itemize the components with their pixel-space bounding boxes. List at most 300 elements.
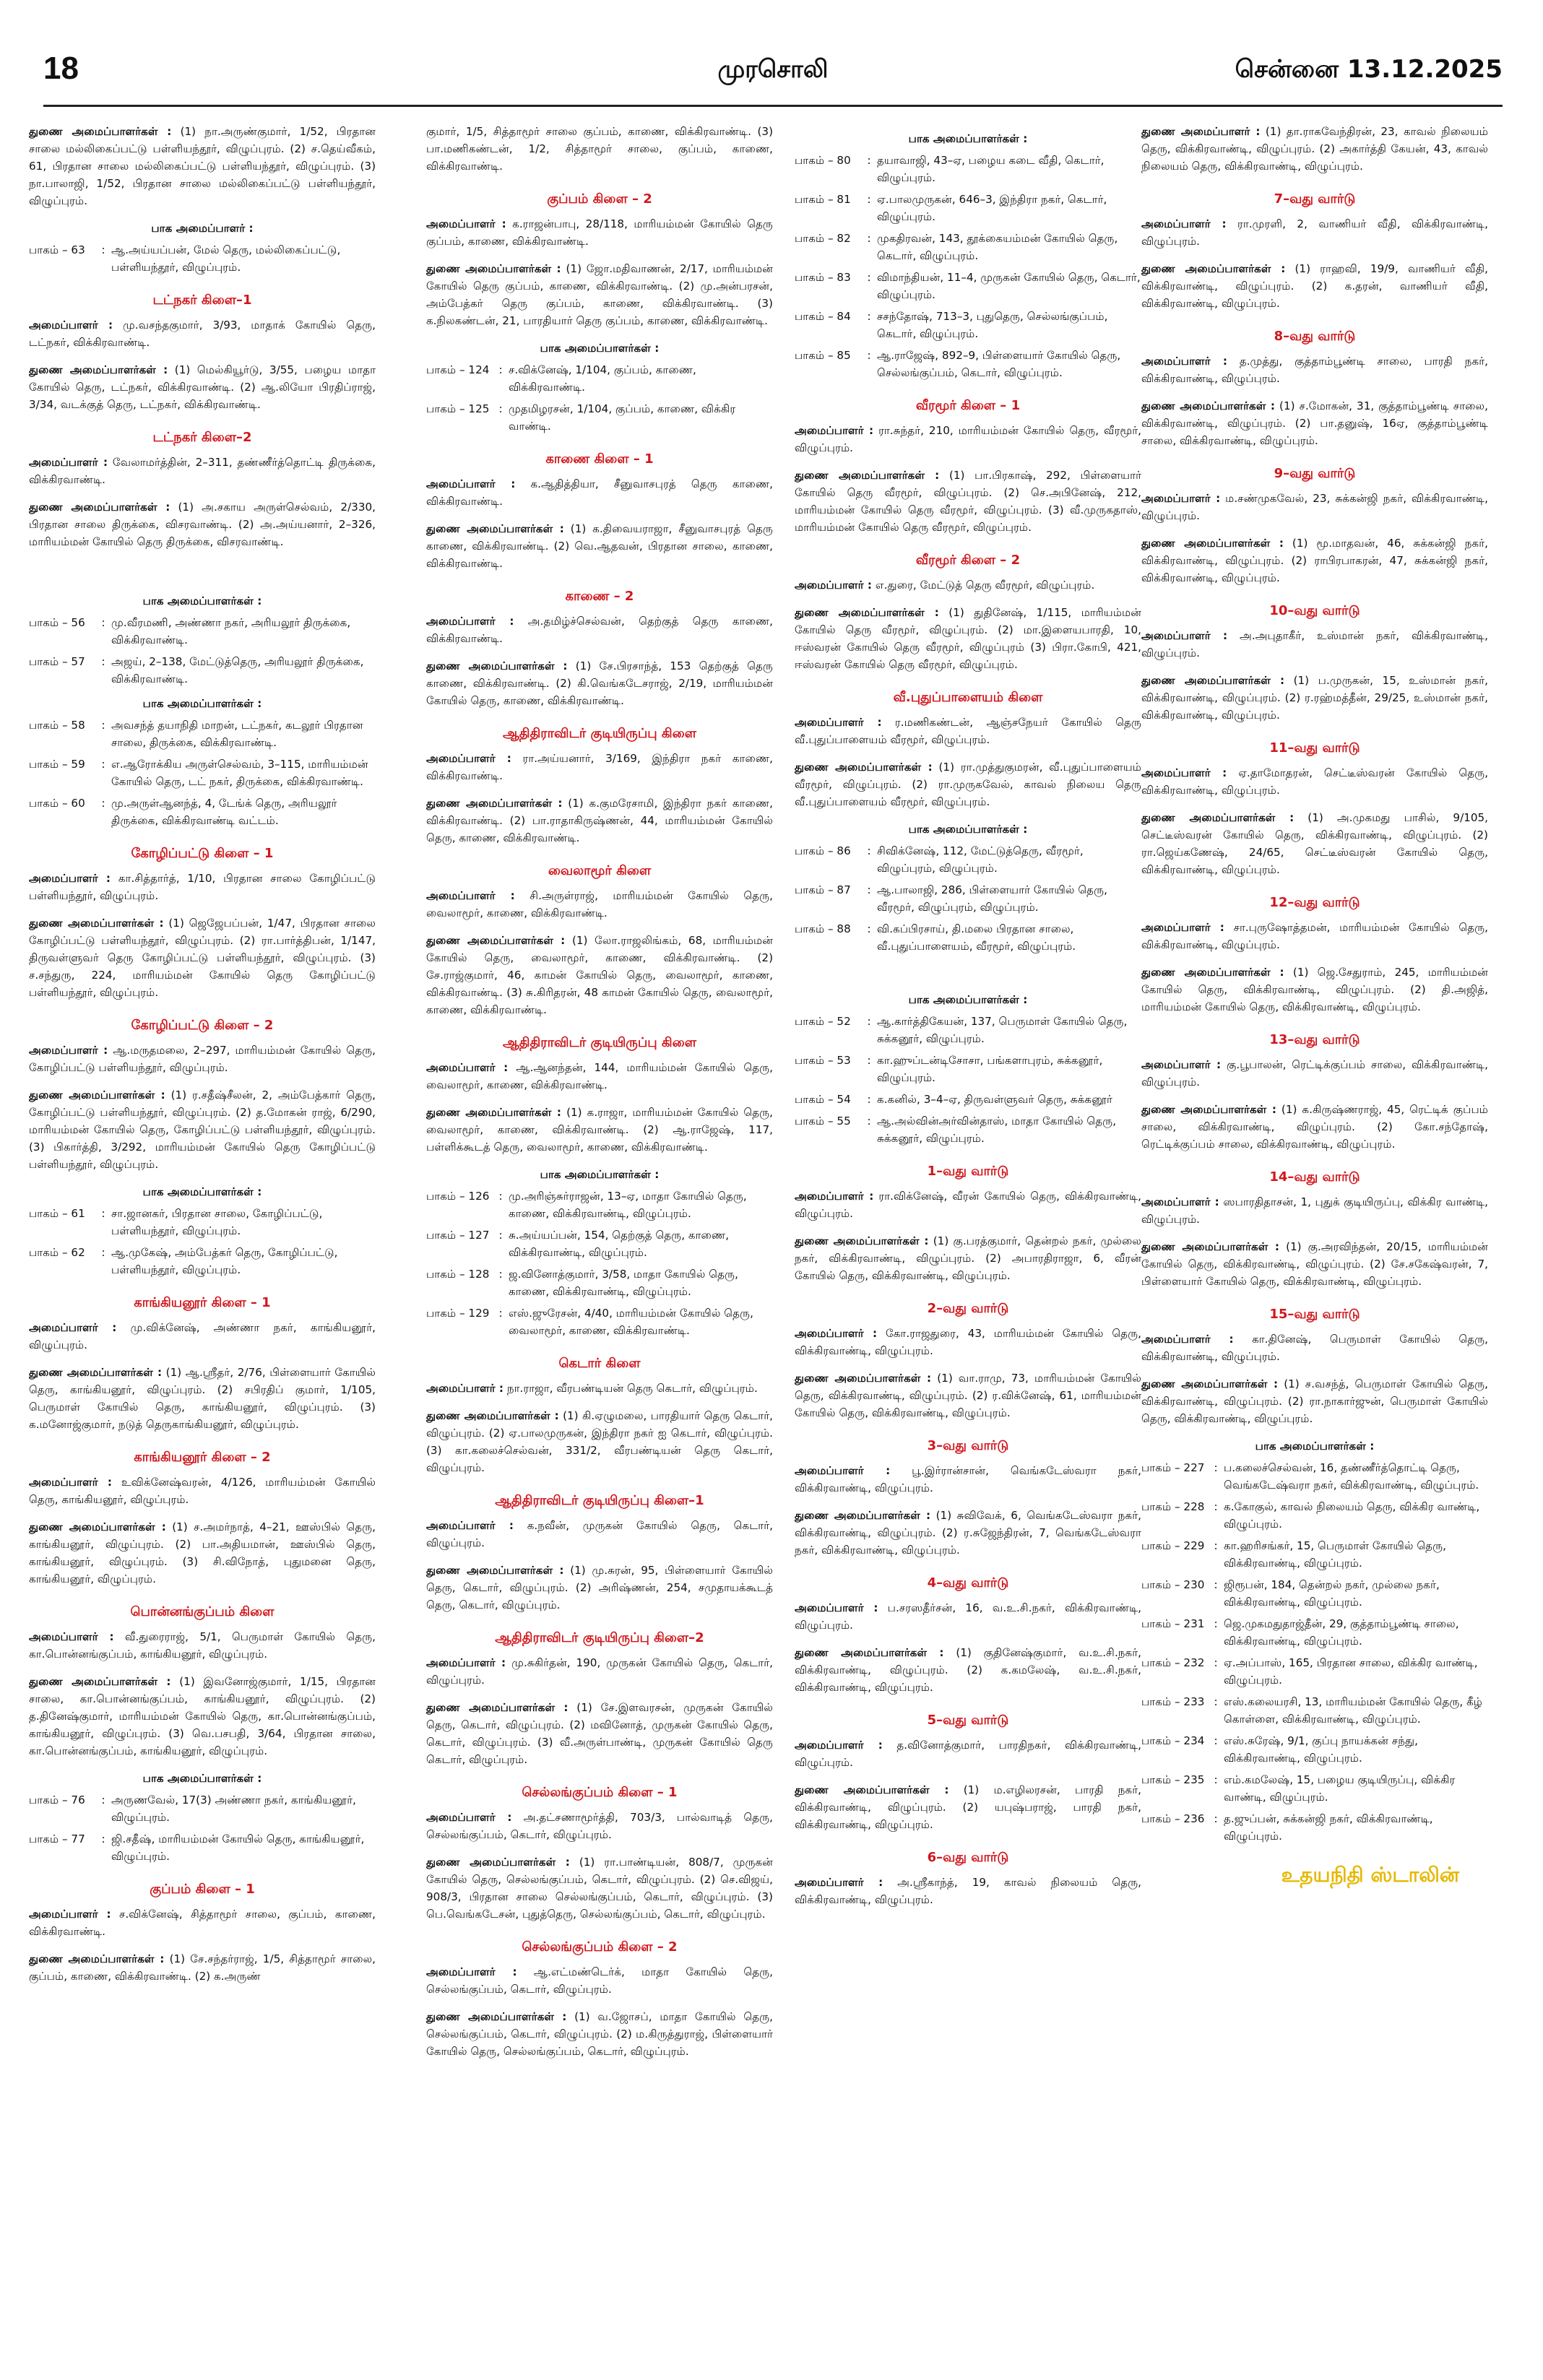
member-entry <box>795 1462 1141 1497</box>
role-label: அமைப்பாளர் : <box>426 1519 514 1532</box>
member-entry <box>426 887 773 922</box>
role-label: துணை அமைப்பாளர்கள் : <box>426 1409 559 1422</box>
member-entry <box>426 795 773 847</box>
member-entry <box>795 467 1141 536</box>
member-entry <box>1141 1330 1488 1365</box>
member-details: (1) ச.வசந்த், பெருமாள் கோயில் தெரு, விக்கிரவாண்டி, விழுப்புரம். (2) ரா.நாகார்ஜுன், பெருமாள் கோயில் தெரு, விக்கிரவாண்டி, விழுப்புரம். <box>1141 1377 1488 1425</box>
spacer <box>795 959 1141 984</box>
branch-heading: கோழிப்பட்டு கிளை – 1 <box>131 846 274 861</box>
member-entry <box>1141 1193 1488 1228</box>
colon-separator: : <box>1214 1500 1218 1513</box>
member-entry <box>1141 397 1488 449</box>
role-label: துணை அமைப்பாளர்கள் : <box>29 363 168 376</box>
colon-separator: : <box>498 1307 503 1320</box>
member-details: (1) மு.சுரன், 95, பிள்ளையார் கோயில் தெரு, கெடார், விழுப்புரம். (2) அரிஷ்ணன், 254, சமுதாயக்கூடத் தெரு, கெடார், விழுப்புரம். <box>426 1564 773 1611</box>
member-details: (1) ஜோ.மதிவாணன், 2/17, மாரியம்மன் கோயில் தெரு குப்பம், காணை, விக்கிரவாண்டி. (2) மு.அன்பரசன், அம்பேத்கர் தெரு குப்பம், காணை, விக்கிரவாண்டி. (3) க.நிலகண்டன், 21, பாரதியார் தெரு குப்பம், காணை, விக்கிரவாண்டி. <box>426 262 773 327</box>
booth-number: பாகம் – 80 <box>795 154 851 167</box>
booth-number: பாகம் – 128 <box>426 1268 490 1281</box>
booth-organizer: தயாவாஜி, 43–ஏ, பழைய கடை வீதி, கெடார், விழுப்புரம். <box>877 154 1105 184</box>
role-label: அமைப்பாளர் : <box>1141 217 1227 230</box>
member-entry <box>426 1699 773 1768</box>
booth-number: பாகம் – 87 <box>795 883 851 896</box>
member-entry <box>426 1963 773 1998</box>
section-subheading: பாக அமைப்பாளர்கள் : <box>540 342 660 355</box>
member-entry <box>29 498 376 550</box>
role-label: துணை அமைப்பாளர்கள் : <box>29 1675 171 1688</box>
booth-organizer: எஸ்.சுரேஷ், 9/1, குப்பு நாயக்கன் சந்து, விக்கிரவாண்டி, விழுப்புரம். <box>1224 1734 1418 1765</box>
member-entry <box>1141 535 1488 587</box>
booth-number: பாகம் – 230 <box>1141 1578 1205 1591</box>
member-entry <box>29 1474 376 1508</box>
member-entry <box>795 758 1141 810</box>
member-details: (1) அ.சகாய அருள்செல்வம், 2/330, பிரதான சாலை திருக்கை, விசரவாண்டி. (2) அ.அய்யனார், 2–326, மாரியம்மன் கோயில் தெரு திருக்கை, விசரவாண்டி. <box>29 501 376 548</box>
member-details: ரா.முரளி, 2, வாணியர் வீதி, விக்கிரவாண்டி, விழுப்புரம். <box>1141 217 1488 248</box>
role-label: அமைப்பாளர் : <box>795 1190 874 1203</box>
branch-heading: காணை – 2 <box>565 589 634 604</box>
branch-heading: கோழிப்பட்டு கிளை – 2 <box>131 1018 274 1033</box>
colon-separator: : <box>101 243 105 256</box>
booth-number: பாகம் – 58 <box>29 719 85 732</box>
role-label: துணை அமைப்பாளர் : <box>1141 125 1261 138</box>
column-2 <box>426 123 773 2347</box>
colon-separator: : <box>1214 1812 1218 1825</box>
booth-organizer: ப.கலைச்செல்வன், 16, தண்ணீர்த்தொட்டி தெரு, வெங்கடேஷ்வரா நகர், விக்கிரவாண்டி, விழுப்புரம். <box>1224 1461 1479 1492</box>
member-entry <box>29 1042 376 1076</box>
member-entry <box>1141 1238 1488 1290</box>
branch-heading: ஆதிதிராவிடர் குடியிருப்பு கிளை–2 <box>495 1630 704 1645</box>
colon-separator: : <box>867 154 871 167</box>
member-entry <box>29 1905 376 1940</box>
role-label: அமைப்பாளர் : <box>795 579 873 592</box>
colon-separator: : <box>867 349 871 362</box>
booth-row <box>795 1013 1141 1047</box>
member-details: (1) ப.முருகன், 15, உஸ்மான் நகர், விக்கிரவாண்டி, விழுப்புரம். (2) ர.ரஹ்மத்தீன், 29/25, உஸ்மான் நகர், விக்கிரவாண்டி, விழுப்புரம். <box>1141 674 1488 722</box>
member-details: (1) ச.மோகன், 31, குத்தாம்பூண்டி சாலை, விக்கிரவாண்டி, விழுப்புரம். (2) பா.தனுஷ், 16ஏ, குத்தாம்பூண்டி சாலை, விக்கிரவாண்டி, விழுப்புரம். <box>1141 399 1488 447</box>
booth-organizer: மு.அருள்ஆனந்த், 4, டேங்க் தெரு, அரியலூர் திருக்கை, விக்கிரவாண்டி வட்டம். <box>111 797 337 827</box>
member-entry <box>29 1518 376 1588</box>
member-details: ரா.அய்யனார், 3/169, இந்திரா நகர் காணை, விக்கிரவாண்டி. <box>426 752 773 782</box>
member-details: ர.மணிகண்டன், ஆஞ்சநேயர் கோயில் தெரு வீ.புதுப்பாளையம் வீரமூர், விழுப்புரம். <box>795 716 1141 746</box>
member-details: (1) தா.ராகவேந்திரன், 23, காவல் நிலையம் தெரு, விக்கிரவாண்டி, விழுப்புரம். (2) அகார்த்தி கேயன், 43, காவல் நிலையம் தெரு, விக்கிரவாண்டி, விழுப்புரம். <box>1141 125 1488 173</box>
member-entry <box>29 316 376 351</box>
member-entry <box>1141 1375 1488 1427</box>
colon-separator: : <box>867 1093 871 1106</box>
member-details: (1) கு.பரத்குமார், தென்றல் நகர், முல்லை நகர், விக்கிரவாண்டி, விழுப்புரம். (2) அபாரதிராஜா, 6, வீரன் கோயில் தெரு, விக்கிரவாண்டி, விழுப்புரம். <box>795 1234 1141 1282</box>
booth-row <box>795 881 1141 916</box>
booth-number: பாகம் – 126 <box>426 1190 490 1203</box>
booth-row <box>29 241 376 276</box>
booth-row <box>795 191 1141 225</box>
role-label: துணை அமைப்பாளர்கள் : <box>1141 399 1275 412</box>
member-details: கு.பூபாலன், ரெட்டிக்குப்பம் சாலை, விக்கிரவாண்டி, விழுப்புரம். <box>1141 1058 1488 1089</box>
role-label: துணை அமைப்பாளர்கள் : <box>29 917 164 930</box>
newspaper-name: முரசொலி <box>717 55 829 84</box>
branch-heading: 1–வது வார்டு <box>927 1164 1009 1179</box>
branch-heading: காங்கியனூர் கிளை – 2 <box>134 1450 271 1465</box>
member-details: ஆ.மருதமலை, 2–297, மாரியம்மன் கோயில் தெரு, கோழிப்பட்டு பள்ளியந்தூர், விழுப்புரம். <box>29 1044 376 1074</box>
member-entry <box>795 1232 1141 1284</box>
colon-separator: : <box>498 1229 503 1242</box>
colon-separator: : <box>498 1190 503 1203</box>
member-details: ப.சரஸதீர்சன், 16, வ.உ.சி.நகர், விக்கிரவாண்டி, விழுப்புரம். <box>795 1601 1141 1632</box>
booth-row <box>1141 1537 1488 1572</box>
colon-separator: : <box>1214 1656 1218 1669</box>
role-label: துணை அமைப்பாளர்கள் : <box>1141 1377 1279 1390</box>
booth-row <box>29 1791 376 1826</box>
column-1 <box>29 123 376 2347</box>
booth-row <box>426 1265 773 1300</box>
member-entry <box>795 1874 1141 1908</box>
member-details: (1) ரா.முத்துகுமரன், வீ.புதுப்பாளையம் வீரமூர், விழுப்புரம். (2) ரா.முருகவேல், காவல் நிலைய தெரு வீ.புதுப்பாளையம் வீரமூர், விழுப்புரம். <box>795 761 1141 808</box>
member-entry <box>795 1644 1141 1696</box>
role-label: அமைப்பாளர் : <box>29 1044 108 1057</box>
booth-row <box>426 1187 773 1222</box>
role-label: அமைப்பாளர் : <box>426 1382 504 1395</box>
booth-row <box>795 152 1141 186</box>
role-label: துணை அமைப்பாளர்கள் : <box>1141 1240 1280 1253</box>
role-label: துணை அமைப்பாளர்கள் : <box>795 1509 931 1522</box>
role-label: துணை அமைப்பாளர்கள் : <box>795 1783 949 1796</box>
member-details: (1) சே.பிரசாந்த், 153 தெற்குத் தெரு காணை, விக்கிரவாண்டி. (2) கி.வெங்கடேசராஜ், 2/19, மாரியம்மன் கோயில் தெரு, காணை, விக்கிரவாண்டி. <box>426 659 773 707</box>
member-entry <box>795 576 1141 594</box>
member-entry <box>1141 123 1488 175</box>
role-label: அமைப்பாளர் : <box>426 889 515 902</box>
role-label: அமைப்பாளர் : <box>795 716 882 729</box>
booth-number: பாகம் – 57 <box>29 655 85 668</box>
member-entry <box>29 123 376 209</box>
role-label: அமைப்பாளர் : <box>1141 921 1224 934</box>
member-entry <box>426 657 773 709</box>
role-label: துணை அமைப்பாளர்கள் : <box>426 659 568 672</box>
member-details: நா.ராஜா, வீரபண்டியன் தெரு கெடார், விழுப்புரம். <box>506 1382 758 1395</box>
booth-number: பாகம் – 233 <box>1141 1695 1205 1708</box>
section-subheading: பாக அமைப்பாளர்கள் : <box>908 132 1028 145</box>
member-details: ரா.விக்னேஷ், வீரன் கோயில் தெரு, விக்கிரவாண்டி, விழுப்புரம். <box>795 1190 1141 1220</box>
member-details: வீ.துரைராஜ், 5/1, பெருமாள் கோயில் தெரு, கா.பொன்னங்குப்பம், காங்கியனூர், விழுப்புரம். <box>29 1630 376 1661</box>
role-label: அமைப்பாளர் : <box>426 615 514 628</box>
member-details: (1) அ.முகமது பாசில், 9/105, செட்டீஸ்வரன் கோயில் தெரு, விக்கிரவாண்டி, விழுப்புரம். (2) ரா.ஜெய்கணேஷ், 24/65, செட்டீஸ்வரன் கோயில் தெரு, விக்கிரவாண்டி, விழுப்புரம். <box>1141 811 1488 876</box>
booth-number: பாகம் – 236 <box>1141 1812 1205 1825</box>
role-label: அமைப்பாளர் : <box>29 1321 117 1334</box>
role-label: அமைப்பாளர் : <box>1141 629 1228 642</box>
branch-heading: 12–வது வார்டு <box>1269 895 1360 910</box>
booth-organizer: க.கனில், 3–4–ஏ, திருவள்ளுவர் தெரு, சுக்கனூர் <box>877 1093 1112 1106</box>
role-label: அமைப்பாளர் : <box>29 1630 114 1643</box>
role-label: அமைப்பாளர் : <box>795 1327 878 1340</box>
branch-heading: 14–வது வார்டு <box>1269 1169 1360 1185</box>
booth-organizer: எ.ஆரோக்கிய அருள்செல்வம், 3–115, மாரியம்மன் கோயில் தெரு, டட் நகர், திருக்கை, விக்கிரவாண்டி. <box>111 758 368 788</box>
booth-number: பாகம் – 60 <box>29 797 85 810</box>
member-details: வேலாமர்த்தின், 2–311, தண்ணீர்த்தொட்டி திருக்கை, விக்கிரவாண்டி. <box>29 456 376 486</box>
booth-number: பாகம் – 83 <box>795 271 851 284</box>
member-entry <box>1141 809 1488 878</box>
member-details: கோ.ராஜதுரை, 43, மாரியம்மன் கோயில் தெரு, விக்கிரவாண்டி, விழுப்புரம். <box>795 1327 1141 1357</box>
member-details: (1) க.குமரேசாமி, இந்திரா நகர் காணை, விக்கிரவாண்டி. (2) பா.ராதாகிருஷ்ணன், 44, மாரியம்மன் கோயில் தெரு, காணை, விக்கிரவாண்டி. <box>426 797 773 844</box>
member-entry <box>1141 672 1488 724</box>
colon-separator: : <box>867 193 871 206</box>
booth-row <box>1141 1459 1488 1494</box>
member-entry <box>1141 764 1488 799</box>
booth-row <box>1141 1615 1488 1650</box>
role-label: துணை அமைப்பாளர்கள் : <box>426 934 566 947</box>
booth-row <box>426 361 773 396</box>
member-entry <box>795 604 1141 673</box>
member-entry <box>426 932 773 1018</box>
role-label: அமைப்பாளர் : <box>795 424 874 437</box>
member-details: த.முத்து, குத்தாம்பூண்டி சாலை, பாரதி நகர், விக்கிரவாண்டி, விழுப்புரம். <box>1141 355 1488 385</box>
role-label: துணை அமைப்பாளர்கள் : <box>1141 537 1284 550</box>
member-details: கா.தினேஷ், பெருமாள் கோயில் தெரு, விக்கிரவாண்டி, விழுப்புரம். <box>1141 1333 1488 1363</box>
role-label: துணை அமைப்பாளர்கள் : <box>795 1372 932 1385</box>
member-entry <box>795 1736 1141 1771</box>
branch-heading: 4–வது வார்டு <box>927 1575 1009 1591</box>
booth-row <box>29 795 376 829</box>
page-number: 18 <box>43 51 79 86</box>
booth-row <box>1141 1732 1488 1767</box>
role-label: துணை அமைப்பாளர்கள் : <box>29 1952 165 1965</box>
branch-heading: ஆதிதிராவிடர் குடியிருப்பு கிளை–1 <box>495 1493 704 1508</box>
branch-heading: கெடார் கிளை <box>558 1356 641 1371</box>
member-details: ஆ.ஆனந்தன், 144, மாரியம்மன் கோயில் தெரு, வைலாமூர், காணை, விக்கிரவாண்டி. <box>426 1061 773 1091</box>
branch-heading: 3–வது வார்டு <box>927 1438 1009 1453</box>
booth-number: பாகம் – 232 <box>1141 1656 1205 1669</box>
member-entry <box>795 1507 1141 1559</box>
section-subheading: பாக அமைப்பாளர்கள் : <box>908 993 1028 1006</box>
branch-heading: வைலாமூர் கிளை <box>548 863 652 878</box>
member-details: சி.அருள்ராஜ், மாரியம்மன் கோயில் தெரு, வைலாமூர், காணை, விக்கிரவாண்டி. <box>426 889 773 919</box>
member-details: அ.ஸ்ரீகாந்த், 19, காவல் நிலையம் தெரு, விக்கிரவாண்டி, விழுப்புரம். <box>795 1876 1141 1906</box>
member-details: (1) கி.ஏழுமலை, பாரதியார் தெரு கெடார், விழுப்புரம். (2) ஏ.பாலமுருகன், இந்திரா நகர் ஐ கெடார், விழுப்புரம். (3) கா.கலைச்செல்வன், 331/2, வீரபண்டியன் தெரு கெடார், விழுப்புரம். <box>426 1409 773 1474</box>
member-details: பூ.இர்ரான்சான், வெங்கடேஸ்வரா நகர், விக்கிரவாண்டி, விழுப்புரம். <box>795 1464 1141 1494</box>
booth-row <box>1141 1810 1488 1845</box>
member-details: அ.தமிழ்ச்செல்வன், தெற்குத் தெரு காணை, விக்கிரவாண்டி. <box>426 615 773 645</box>
section-subheading: பாக அமைப்பாளர்கள் : <box>1255 1440 1375 1453</box>
section-subheading: பாக அமைப்பாளர்கள் : <box>142 1185 262 1198</box>
booth-organizer: வி.கப்பிரசாய், தி.மலை பிரதான சாலை, வீ.புதுப்பாளையம், வீரமூர், விழுப்புரம். <box>877 922 1076 953</box>
member-entry <box>795 1187 1141 1222</box>
role-label: அமைப்பாளர் : <box>795 1601 878 1614</box>
booth-number: பாகம் – 235 <box>1141 1773 1205 1786</box>
member-entry <box>426 1517 773 1552</box>
member-entry <box>29 914 376 1001</box>
member-details: ரா.சுந்தர், 210, மாரியம்மன் கோயில் தெரு, வீரமூர், விழுப்புரம். <box>795 424 1141 454</box>
member-entry <box>795 1599 1141 1634</box>
booth-number: பாகம் – 54 <box>795 1093 851 1106</box>
role-label: துணை அமைப்பாளர்கள் : <box>1141 262 1286 275</box>
colon-separator: : <box>867 1115 871 1128</box>
member-entry <box>29 1628 376 1663</box>
member-entry <box>426 1809 773 1843</box>
branch-heading: டட்நகர் கிளை–1 <box>152 293 252 308</box>
role-label: அமைப்பாளர் : <box>795 1739 883 1752</box>
member-details: (1) சே.சந்தர்ராஜ், 1/5, சித்தாமூர் சாலை, குப்பம், காணை, விக்கிரவாண்டி. (2) க.அருண் <box>29 1952 376 1983</box>
colon-separator: : <box>1214 1578 1218 1591</box>
colon-separator: : <box>101 758 105 771</box>
booth-row <box>29 717 376 751</box>
branch-heading: காங்கியனூர் கிளை – 1 <box>134 1295 271 1310</box>
role-label: அமைப்பாளர் : <box>426 1965 517 1978</box>
booth-number: பாகம் – 77 <box>29 1832 85 1845</box>
role-label: அமைப்பாளர் : <box>795 1876 883 1889</box>
booth-organizer: க.கோகுல், காவல் நிலையம் தெரு, விக்கிர வாண்டி, விழுப்புரம். <box>1224 1500 1480 1531</box>
role-label: அமைப்பாளர் : <box>426 1811 512 1824</box>
colon-separator: : <box>498 1268 503 1281</box>
booth-organizer: அஜய், 2–138, மேட்டுத்தெரு, அரியலூர் திருக்கை, விக்கிரவாண்டி. <box>111 655 364 685</box>
branch-heading: வீ.புதுப்பாளையம் கிளை <box>893 690 1043 705</box>
branch-heading: குப்பம் கிளை – 2 <box>547 191 652 207</box>
role-label: அமைப்பாளர் : <box>1141 1195 1219 1208</box>
booth-organizer: சிவிக்னேஷ், 112, மேட்டுத்தெரு, வீரமூர், விழுப்புரம், விழுப்புரம். <box>877 844 1084 875</box>
role-label: அமைப்பாளர் : <box>1141 355 1227 368</box>
colon-separator: : <box>867 1054 871 1067</box>
member-details: (1) துதினேஷ், 1/115, மாரியம்மன் கோயில் தெரு வீரமூர், விழுப்புரம். (2) மா.இளையபாரதி, 10, ஈஸ்வரன் கோயில் தெரு வீரமூர், விழுப்புரம் (3) பிரா.கோபி, 421, ஈஸ்வரன் கோயில் தெரு வீரமூர், விழுப்புரம். <box>795 606 1141 671</box>
member-details: கா.சித்தார்த், 1/10, பிரதான சாலை கோழிப்பட்டு பள்ளியந்தூர், விழுப்புரம். <box>29 872 376 902</box>
role-label: துணை அமைப்பாளர்கள் : <box>426 797 563 810</box>
member-details: மு.சுகிர்தன், 190, முருகன் கோயில் தெரு, கெடார், விழுப்புரம். <box>426 1656 773 1687</box>
role-label: துணை அமைப்பாளர்கள் : <box>426 262 561 275</box>
role-label: துணை அமைப்பாளர்கள் : <box>1141 1103 1276 1116</box>
column-4 <box>1141 123 1488 2347</box>
member-entry <box>1141 215 1488 250</box>
member-details: (1) வா.ராமு, 73, மாரியம்மன் கோயில் தெரு, விக்கிரவாண்டி, விழுப்புரம். (2) ர.விக்னேஷ், 61, மாரியம்மன் கோயில் தெரு, விக்கிரவாண்டி, விழுப்புரம். <box>795 1372 1141 1419</box>
member-details: (1) மெல்கியூர்டு, 3/55, பழைய மாதா கோயில் தெரு, டட்நகர், விக்கிரவாண்டி. (2) ஆ.லியோ பிரதிப்ராஜ், 3/34, வடக்குத் தெரு, டட்நகர், விக்கிரவாண்டி. <box>29 363 376 411</box>
booth-organizer: சா.ஜானகர், பிரதான சாலை, கோழிப்பட்டு, பள்ளியந்தூர், விழுப்புரம். <box>111 1207 323 1237</box>
member-entry <box>426 1853 773 1923</box>
issue-date: சென்னை 13.12.2025 <box>1235 55 1503 84</box>
booth-row <box>1141 1498 1488 1533</box>
booth-organizer: சு.அய்யப்பன், 154, தெற்குத் தெரு, காணை, விக்கிரவாண்டி, விழுப்புரம். <box>509 1229 730 1259</box>
role-label: துணை அமைப்பாளர்கள் : <box>426 1564 564 1577</box>
member-details: மு.விக்னேஷ், அண்ணா நகர், காங்கியனூர், விழுப்புரம். <box>29 1321 376 1351</box>
member-entry <box>29 1086 376 1173</box>
branch-heading: ஆதிதிராவிடர் குடியிருப்பு கிளை <box>503 1035 696 1050</box>
booth-organizer: சசந்தோஷ், 713–3, புதுதெரு, செல்லங்குப்பம், கெடார், விழுப்புரம். <box>877 310 1108 340</box>
member-details: க.ஆதித்தியா, சீனுவாசபுரத் தெரு காணை, விக்கிரவாண்டி. <box>426 477 773 508</box>
member-entry <box>1141 352 1488 387</box>
role-label: துணை அமைப்பாளர்கள் : <box>1141 811 1295 824</box>
booth-number: பாகம் – 59 <box>29 758 85 771</box>
booth-row <box>29 1244 376 1278</box>
booth-organizer: அவசந்த் தயாநிதி மாறன், டட்நகர், கடலூர் பிரதான சாலை, திருக்கை, விக்கிரவாண்டி. <box>111 719 363 749</box>
role-label: அமைப்பாளர் : <box>29 1476 113 1489</box>
booth-organizer: ஜி.சதீஷ், மாரியம்மன் கோயில் தெரு, காங்கியனூர், விழுப்புரம். <box>111 1832 365 1863</box>
member-details: ஏ.தாமோதரன், செட்டீஸ்வரன் கோயில் தெரு, விக்கிரவாண்டி, விழுப்புரம். <box>1141 766 1488 797</box>
booth-number: பாகம் – 55 <box>795 1115 851 1128</box>
role-label: துணை அமைப்பாளர்கள் : <box>29 1089 165 1102</box>
colon-separator: : <box>101 616 105 629</box>
role-label: அமைப்பாளர் : <box>29 1908 111 1921</box>
branch-heading: 7–வது வார்டு <box>1274 191 1356 207</box>
role-label: துணை அமைப்பாளர்கள் : <box>1141 966 1284 979</box>
member-entry <box>426 475 773 510</box>
member-details: ஸபாரதிதாசன், 1, புதுக் குடியிருப்பு, விக்கிர வாண்டி, விழுப்புரம். <box>1141 1195 1488 1226</box>
role-label: அமைப்பாளர் : <box>1141 1058 1222 1071</box>
member-details: (1) சே.இளவரசன், முருகன் கோயில் தெரு, கெடார், விழுப்புரம். (2) மவினோத், முருகன் கோயில் தெரு, கெடார், விழுப்புரம். (3) வீ.அருள்பாண்டி, முருகன் கோயில் தெரு கெடார், விழுப்புரம். <box>426 1701 773 1766</box>
role-label: அமைப்பாளர் : <box>426 1061 509 1074</box>
colon-separator: : <box>498 402 503 415</box>
booth-number: பாகம் – 53 <box>795 1054 851 1067</box>
colon-separator: : <box>1214 1695 1218 1708</box>
member-details: (1) ராஹவி, 19/9, வாணியர் வீதி, விக்கிரவாண்டி, விழுப்புரம். (2) க.தரன், வாணியர் வீதி, விக்கிரவாண்டி, விழுப்புரம். <box>1141 262 1488 310</box>
booth-row <box>426 1304 773 1339</box>
colon-separator: : <box>1214 1734 1218 1747</box>
masthead <box>43 51 1503 101</box>
member-entry <box>1141 490 1488 524</box>
booth-row <box>29 756 376 790</box>
member-details: க.நவீன், முருகன் கோயில் தெரு, கெடார், விழுப்புரம். <box>426 1519 773 1549</box>
member-entry <box>426 1407 773 1476</box>
branch-heading: 6–வது வார்டு <box>927 1850 1009 1865</box>
member-entry <box>426 520 773 572</box>
colon-separator: : <box>867 271 871 284</box>
member-entry <box>426 1104 773 1156</box>
role-label: துணை அமைப்பாளர்கள் : <box>426 1106 562 1119</box>
branch-heading: வீரமூர் கிளை – 2 <box>915 553 1021 568</box>
role-label: துணை அமைப்பாளர்கள் : <box>795 606 939 619</box>
booth-row <box>795 842 1141 877</box>
member-entry <box>29 1673 376 1760</box>
member-details: ம.சண்முகவேல், 23, சுக்கன்ஜி நகர், விக்கிரவாண்டி, விழுப்புரம். <box>1141 492 1488 522</box>
role-label: அமைப்பாளர் : <box>426 1656 506 1669</box>
member-details: (1) ஆ.ஸ்ரீதர், 2/76, பிள்ளையார் கோயில் தெரு, காங்கியனூர், விழுப்புரம். (2) சபிரதிப் குமார், 1/105, பெருமாள் கோயில் தெரு, காங்கியனூர், விழுப்புரம். (3) க.மனோஜ்குமார், நடுத் தெருகாங்கியனூர், விழுப்புரம். <box>29 1366 376 1431</box>
colon-separator: : <box>101 655 105 668</box>
branch-heading: செல்லங்குப்பம் கிளை – 1 <box>522 1785 678 1800</box>
branch-heading: 8–வது வார்டு <box>1274 329 1356 344</box>
member-entry <box>29 454 376 488</box>
role-label: அமைப்பாளர் : <box>795 1464 891 1477</box>
header-rule <box>43 105 1503 107</box>
member-details: (1) ரா.பாண்டியன், 808/7, முருகன் கோயில் தெரு, செல்லங்குப்பம், கெடார், விழுப்புரம். (2) செ.விஜய், 908/3, பிரதான சாலை செல்லங்குப்பம், கெடார், விழுப்புரம். (3) பெ.வெங்கடேசன், புதுத்தெரு, செல்லங்குப்பம், கெடார், விழுப்புரம். <box>426 1856 773 1921</box>
member-entry <box>1141 919 1488 953</box>
booth-number: பாகம் – 231 <box>1141 1617 1205 1630</box>
member-entry <box>426 215 773 250</box>
booth-organizer: முகதிரவன், 143, தூக்கையம்மன் கோயில் தெரு, கெடார், விழுப்புரம். <box>877 232 1118 262</box>
member-details: மு.வசந்தகுமார், 3/93, மாதாக் கோயில் தெரு, டட்நகர், விக்கிரவாண்டி. <box>29 319 376 349</box>
member-entry <box>426 2008 773 2060</box>
booth-row <box>1141 1693 1488 1728</box>
article-body <box>29 123 1517 2355</box>
colon-separator: : <box>867 883 871 896</box>
booth-number: பாகம் – 63 <box>29 243 85 256</box>
role-label: துணை அமைப்பாளர்கள் : <box>426 2010 567 2023</box>
role-label: அமைப்பாளர் : <box>1141 1333 1234 1346</box>
member-entry <box>1141 260 1488 312</box>
booth-organizer: மு.அரிஞ்சுர்ராஜன், 13–ஏ, மாதா கோயில் தெரு, காணை, விக்கிரவாண்டி, விழுப்புரம். <box>509 1190 747 1220</box>
booth-organizer: ஏ.பாலமுருகன், 646–3, இந்திரா நகர், கெடார், விழுப்புரம். <box>877 193 1107 223</box>
booth-row <box>795 230 1141 264</box>
booth-organizer: ஜெ.முகமதுதாஜ்தீன், 29, குத்தாம்பூண்டி சாலை, விக்கிரவாண்டி, விழுப்புரம். <box>1224 1617 1459 1648</box>
colon-separator: : <box>101 1207 105 1220</box>
member-details: (1) குதினேஷ்குமார், வ.உ.சி.நகர், விக்கிரவாண்டி, விழுப்புரம். (2) க.கமலேஷ், வ.உ.சி.நகர், விக்கிரவாண்டி, விழுப்புரம். <box>795 1646 1141 1694</box>
booth-row <box>1141 1654 1488 1689</box>
member-details: (1) ஜெஜேபப்பன், 1/47, பிரதான சாலை கோழிப்பட்டு பள்ளியந்தூர், விழுப்புரம். (2) ரா.பார்த்திபன், 1/147, திருவள்ளுவர் தெரு கோழிப்பட்டு பள்ளியந்தூர், விழுப்புரம். (3) ச.சந்துரு, 224, மாரியம்மன் கோயில் தெரு கோழிப்பட்டு பள்ளியந்தூர், விழுப்புரம். <box>29 917 376 999</box>
booth-organizer: ஆ.அல்வின்அர்வின்தாஸ், மாதா கோயில் தெரு, சுக்கனூர், விழுப்புரம். <box>877 1115 1117 1145</box>
member-entry <box>795 1781 1141 1833</box>
branch-heading: ஆதிதிராவிடர் குடியிருப்பு கிளை <box>503 726 696 741</box>
colon-separator: : <box>1214 1461 1218 1474</box>
member-entry <box>426 260 773 329</box>
booth-organizer: மு.வீரமணி, அண்ணா நகர், அரியலூர் திருக்கை, விக்கிரவாண்டி. <box>111 616 351 646</box>
booth-number: பாகம் – 129 <box>426 1307 490 1320</box>
branch-heading: 11–வது வார்டு <box>1269 740 1360 756</box>
member-entry <box>29 1319 376 1354</box>
member-entry <box>29 1950 376 1985</box>
signature: உதயநிதி ஸ்டாலின் <box>1281 1863 1459 1887</box>
role-label: துணை அமைப்பாளர்கள் : <box>795 761 933 774</box>
booth-organizer: முதமிழரசன், 1/104, குப்பம், காணை, விக்கிர வாண்டி. <box>509 402 736 433</box>
member-entry <box>426 750 773 784</box>
member-details: (1) ர.சதீஷ்சீலன், 2, அம்பேத்கார் தெரு, கோழிப்பட்டு பள்ளியந்தூர், விழுப்புரம். (2) த.மோகன் ராஜ், 6/290, மாரியம்மன் கோயில் தெரு, கோழிப்பட்டு பள்ளியந்தூர், விழுப்புரம். (3) பிகார்த்தி, 3/292, மாரியம்மன் கோயில் தெரு கோழிப்பட்டு பள்ளியந்தூர், விழுப்புரம். <box>29 1089 376 1171</box>
